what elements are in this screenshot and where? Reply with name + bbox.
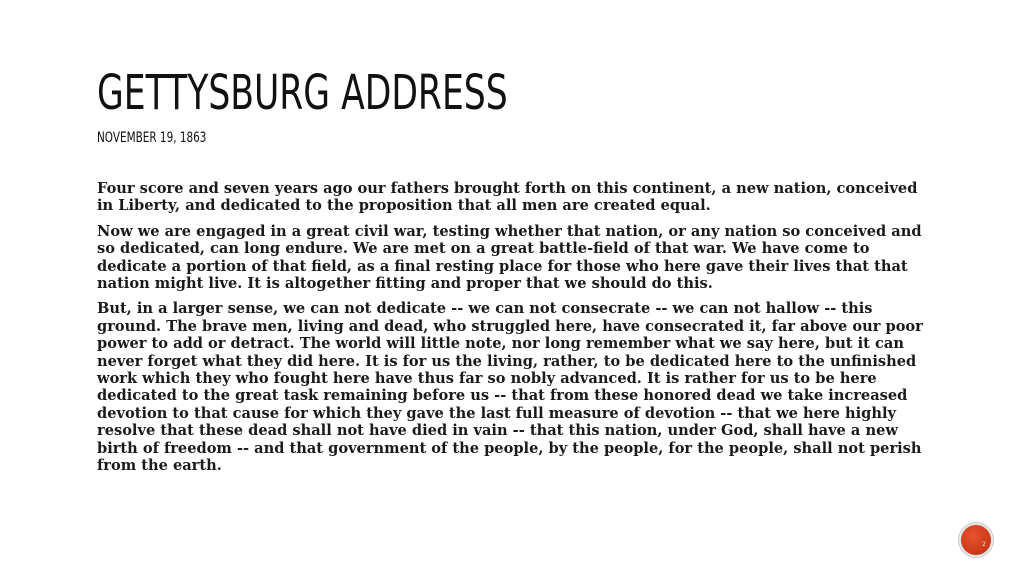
page-number: 2 [982, 541, 986, 548]
slide-subtitle: NOVEMBER 19, 1863 [97, 130, 207, 146]
page-number-badge [959, 523, 993, 557]
body-paragraph-3: But, in a larger sense, we can not dedicate -- we can not consecrate -- we can not hallow -- this ground. The brave men, living and dead, who struggled here, have consecrated it, far above our poor power to add or detract. The world will little note, nor long remember what we say here, but it can never forget what they did here. It is for us the living, rather, to be dedicated here to the unfinished work which they who fought here have thus far so nobly advanced. It is rather for us to be here dedicated to the great task remaining before us -- that from these honored dead we take increased devotion to that cause for which they gave the last full measure of devotion -- that we here highly resolve that these dead shall not have died in vain -- that this nation, under God, shall have a new birth of freedom -- and that government of the people, by the people, for the people, shall not perish from the earth. [97, 300, 923, 475]
slide-title: GETTYSBURG ADDRESS [97, 65, 508, 121]
slide-body [97, 180, 933, 483]
body-paragraph-2: Now we are engaged in a great civil war, testing whether that nation, or any nation so conceived and so dedicated, can long endure. We are met on a great battle-field of that war. We have come to dedicate a portion of that field, as a final resting place for those who here gave their lives that that nation might live. It is altogether fitting and proper that we should do this. [97, 222, 922, 293]
body-paragraph-1: Four score and seven years ago our fathers brought forth on this continent, a new nation, conceived in Liberty, and dedicated to the proposition that all men are created equal. [97, 180, 918, 215]
